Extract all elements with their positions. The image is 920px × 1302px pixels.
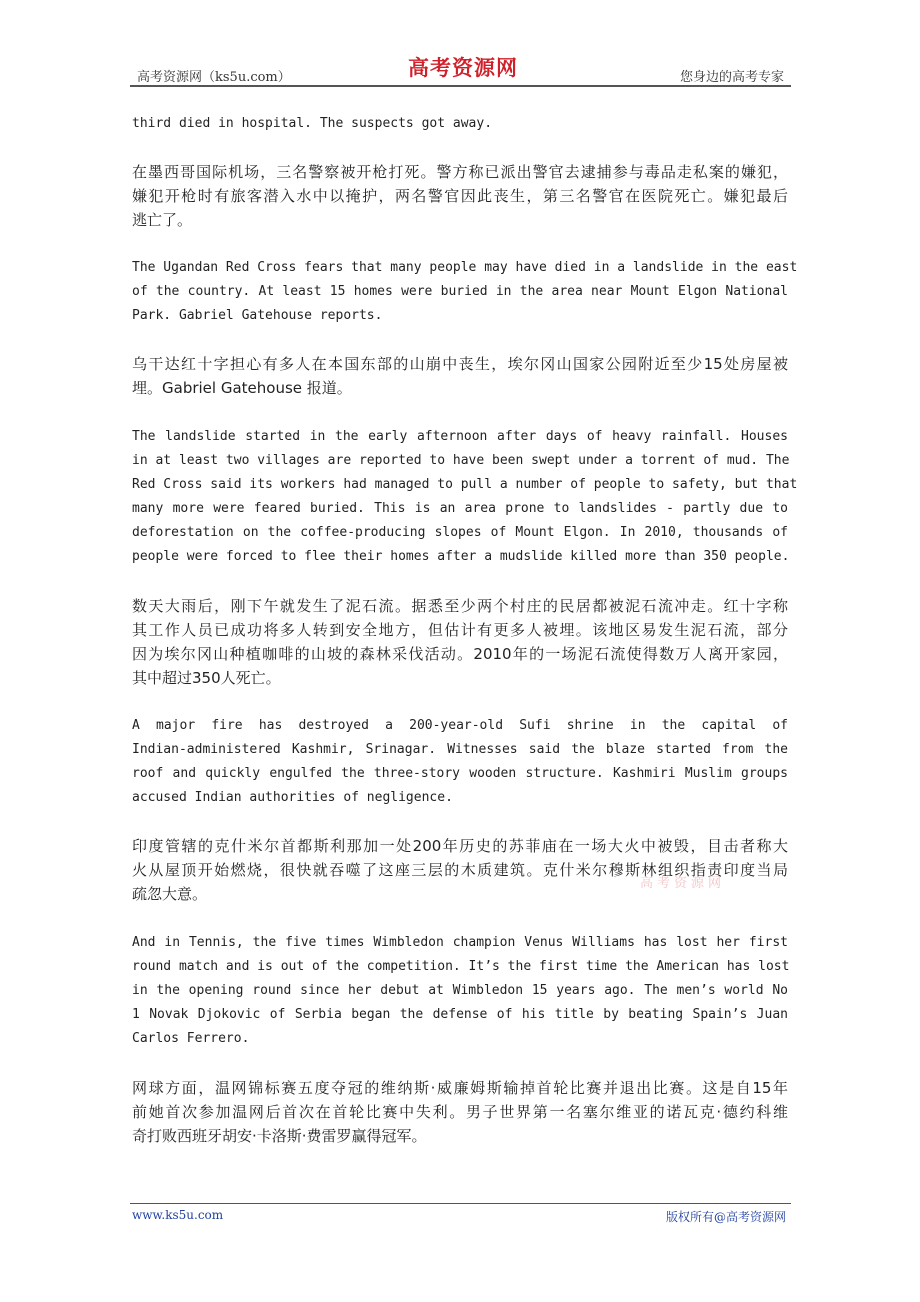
header-logo: 高考资源网 bbox=[408, 55, 518, 80]
text-line: 奇打败西班牙胡安·卡洛斯·费雷罗赢得冠军。 bbox=[132, 1127, 427, 1145]
text-line: 1 Novak Djokovic of Serbia began the defense of his title by beating Spain’s Juan bbox=[132, 1007, 788, 1022]
header-rule bbox=[130, 85, 791, 87]
text-line: The landslide started in the early afternoon after days of heavy rainfall. Houses bbox=[132, 429, 788, 444]
text-line: 其中超过350人死亡。 bbox=[132, 669, 281, 687]
paragraph-zh bbox=[132, 1076, 788, 1148]
header-slogan: 您身边的高考专家 bbox=[679, 70, 784, 85]
paragraph-zh bbox=[132, 160, 788, 232]
text-line: Red Cross said its workers had managed to pull a number of people to safety, but that bbox=[132, 477, 798, 492]
footer-copyright: 版权所有@高考资源网 bbox=[665, 1210, 786, 1224]
text-line: 网球方面，温网锦标赛五度夺冠的维纳斯·威廉姆斯输掉首轮比赛并退出比赛。这是自15年 bbox=[132, 1079, 788, 1097]
text-line: 前她首次参加温网后首次在首轮比赛中失利。男子世界第一名塞尔维亚的诺瓦克·德约科维 bbox=[132, 1103, 788, 1121]
paragraph-en bbox=[132, 714, 788, 810]
text-line: round match and is out of the competition. It’s the first time the American has lost bbox=[132, 959, 790, 974]
paragraph-en bbox=[132, 425, 798, 569]
paragraph-zh bbox=[132, 594, 788, 690]
text-line: roof and quickly engulfed the three-story wooden structure. Kashmiri Muslim groups bbox=[132, 766, 788, 781]
text-line: in at least two villages are reported to have been swept under a torrent of mud. The bbox=[132, 453, 790, 468]
footer-link[interactable]: www.ks5u.com bbox=[132, 1208, 224, 1222]
text-line: deforestation on the coffee-producing slopes of Mount Elgon. In 2010, thousands of bbox=[132, 525, 788, 540]
paragraph-zh bbox=[132, 834, 788, 906]
paragraph-en bbox=[132, 112, 788, 136]
text-line: And in Tennis, the five times Wimbledon champion Venus Williams has lost her first bbox=[132, 935, 788, 950]
text-line: of the country. At least 15 homes were buried in the area near Mount Elgon National bbox=[132, 284, 788, 299]
text-line: Carlos Ferrero. bbox=[132, 1031, 250, 1046]
text-line: Park. Gabriel Gatehouse reports. bbox=[132, 308, 383, 323]
text-line: 火从屋顶开始燃烧，很快就吞噬了这座三层的木质建筑。克什米尔穆斯林组织指责印度当局 bbox=[132, 861, 788, 879]
text-line: Indian-administered Kashmir, Srinagar. Witnesses said the blaze started from the bbox=[132, 742, 788, 757]
paragraph-en bbox=[132, 256, 798, 328]
text-line: in the opening round since her debut at Wimbledon 15 years ago. The men’s world No bbox=[132, 983, 788, 998]
text-line: 乌干达红十字担心有多人在本国东部的山崩中丧生，埃尔冈山国家公园附近至少15处房屋被 bbox=[132, 355, 788, 373]
text-line: many more were feared buried. This is an area prone to landslides - partly due to bbox=[132, 501, 788, 516]
text-line: A major fire has destroyed a 200-year-old Sufi shrine in the capital of bbox=[132, 718, 788, 733]
text-line: 其工作人员已成功将多人转到安全地方，但估计有更多人被埋。该地区易发生泥石流，部分 bbox=[132, 621, 788, 639]
header-site-name: 高考资源网（ks5u.com） bbox=[137, 70, 291, 85]
text-line: The Ugandan Red Cross fears that many people may have died in a landslide in the east bbox=[132, 260, 798, 275]
watermark: 高考资源网 bbox=[640, 876, 726, 891]
text-line: 因为埃尔冈山种植咖啡的山坡的森林采伐活动。2010年的一场泥石流使得数万人离开家园， bbox=[132, 645, 788, 663]
text-line: 印度管辖的克什米尔首都斯利那加一处200年历史的苏菲庙在一场大火中被毁，目击者称大 bbox=[132, 837, 788, 855]
text-line: 在墨西哥国际机场，三名警察被开枪打死。警方称已派出警官去逮捕参与毒品走私案的嫌犯， bbox=[132, 163, 788, 181]
paragraph-zh bbox=[132, 352, 788, 400]
paragraph-en bbox=[132, 931, 788, 1051]
text-line: accused Indian authorities of negligence. bbox=[132, 790, 453, 805]
text-line: 嫌犯开枪时有旅客潜入水中以掩护，两名警官因此丧生，第三名警官在医院死亡。嫌犯最后 bbox=[132, 187, 788, 205]
text-line: 埋。Gabriel Gatehouse 报道。 bbox=[132, 379, 352, 397]
text-line: 数天大雨后，刚下午就发生了泥石流。据悉至少两个村庄的民居都被泥石流冲走。红十字称 bbox=[132, 597, 788, 615]
text-line: third died in hospital. The suspects got away. bbox=[132, 116, 493, 131]
text-line: 逃亡了。 bbox=[132, 211, 193, 229]
text-line: 疏忽大意。 bbox=[132, 885, 208, 903]
footer-rule bbox=[130, 1203, 791, 1204]
text-line: people were forced to flee their homes after a mudslide killed more than 350 people. bbox=[132, 549, 790, 564]
